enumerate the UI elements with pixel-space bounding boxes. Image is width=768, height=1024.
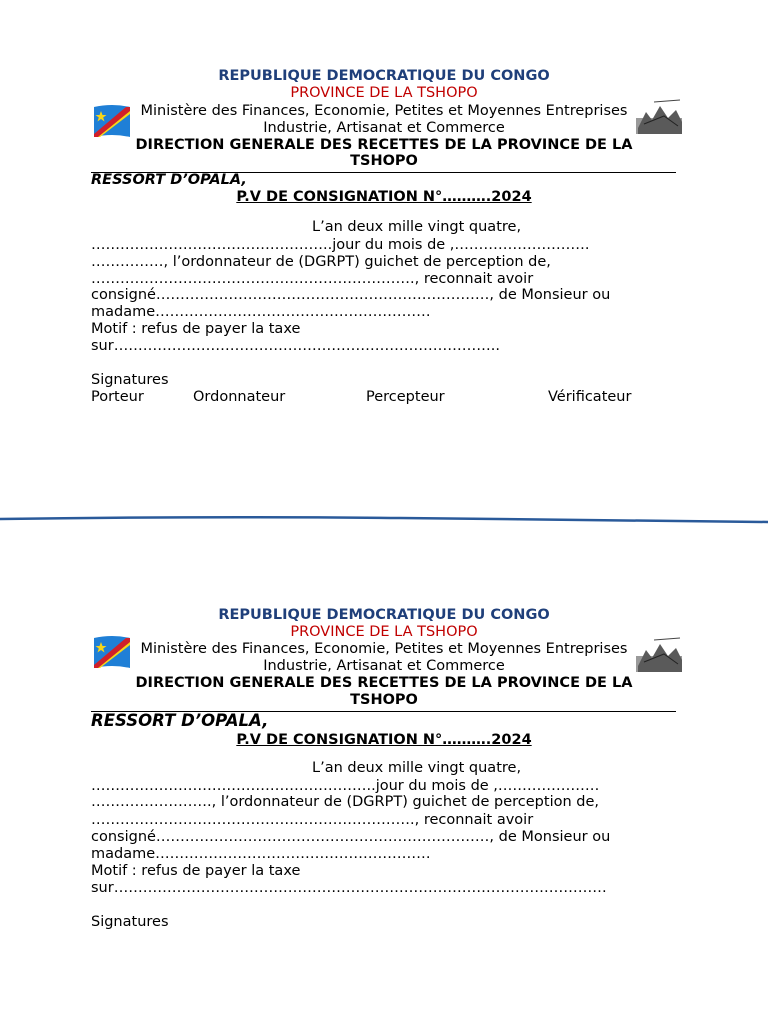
- body-line-1: L’an deux mille vingt quatre,: [312, 219, 522, 235]
- signature-verificateur: Vérificateur: [548, 389, 632, 405]
- body-line-3: ……………, l’ordonnateur de (DGRPT) guichet de perception de,: [91, 254, 551, 270]
- signature-percepteur: Percepteur: [366, 389, 445, 405]
- signature-porteur: Porteur: [91, 389, 144, 405]
- motif-line: Motif : refus de payer la taxe: [91, 863, 301, 879]
- consignation-form-2: [0, 538, 768, 938]
- direction-line-1: DIRECTION GENERALE DES RECETTES DE LA PROVINCE DE LA: [135, 137, 633, 153]
- body-line-4: …………………………………………………………., reconnait avoir: [91, 812, 534, 828]
- pv-title: P.V DE CONSIGNATION N°……….2024: [236, 189, 532, 205]
- province-heading: PROVINCE DE LA TSHOPO: [290, 85, 478, 101]
- body-line-4: …………………………………………………………., reconnait avoir: [91, 271, 534, 287]
- consignation-form-1: [0, 0, 768, 405]
- sur-line: sur…………………………………………………………………………………………: [91, 880, 607, 896]
- sur-line: sur……………………………………………………………………..: [91, 338, 500, 354]
- republic-heading: REPUBLIQUE DEMOCRATIQUE DU CONGO: [218, 607, 550, 623]
- ministry-line-1: Ministère des Finances, Economie, Petites et Moyennes Entreprises: [140, 103, 628, 119]
- body-line-5: consigné……………………………………………………………, de Monsieur ou: [91, 829, 611, 845]
- signature-ordonnateur: Ordonnateur: [193, 389, 286, 405]
- republic-heading: REPUBLIQUE DEMOCRATIQUE DU CONGO: [218, 68, 550, 84]
- ministry-line-1: Ministère des Finances, Economie, Petites et Moyennes Entreprises: [140, 641, 628, 657]
- ministry-line-2: Industrie, Artisanat et Commerce: [263, 120, 505, 136]
- pv-title: P.V DE CONSIGNATION N°……….2024: [236, 732, 532, 748]
- ressort-label: RESSORT D’OPALA,: [91, 172, 247, 188]
- direction-line-1: DIRECTION GENERALE DES RECETTES DE LA PROVINCE DE LA: [135, 675, 633, 691]
- direction-line-2: TSHOPO: [350, 692, 418, 708]
- signatures-label: Signatures: [91, 372, 169, 388]
- body-line-1: L’an deux mille vingt quatre,: [312, 760, 522, 776]
- signatures-label: Signatures: [91, 914, 169, 930]
- ministry-line-2: Industrie, Artisanat et Commerce: [263, 658, 505, 674]
- cut-separator-line: [0, 510, 768, 526]
- direction-line-2: TSHOPO: [350, 153, 418, 169]
- body-line-3: ……………………., l’ordonnateur de (DGRPT) guichet de perception de,: [91, 794, 600, 810]
- body-line-6: madame…………………………………………………: [91, 846, 431, 862]
- body-line-5: consigné……………………………………………………………, de Monsieur ou: [91, 287, 611, 303]
- province-heading: PROVINCE DE LA TSHOPO: [290, 624, 478, 640]
- body-line-2: …………………………………………………..jour du mois de ,…………………: [91, 778, 600, 794]
- body-line-6: madame…………………………………………………: [91, 304, 431, 320]
- ressort-label: RESSORT D’OPALA,: [91, 711, 269, 730]
- motif-line: Motif : refus de payer la taxe: [91, 321, 301, 337]
- body-line-2: …………………………………………..jour du mois de ,……………………….: [91, 237, 590, 253]
